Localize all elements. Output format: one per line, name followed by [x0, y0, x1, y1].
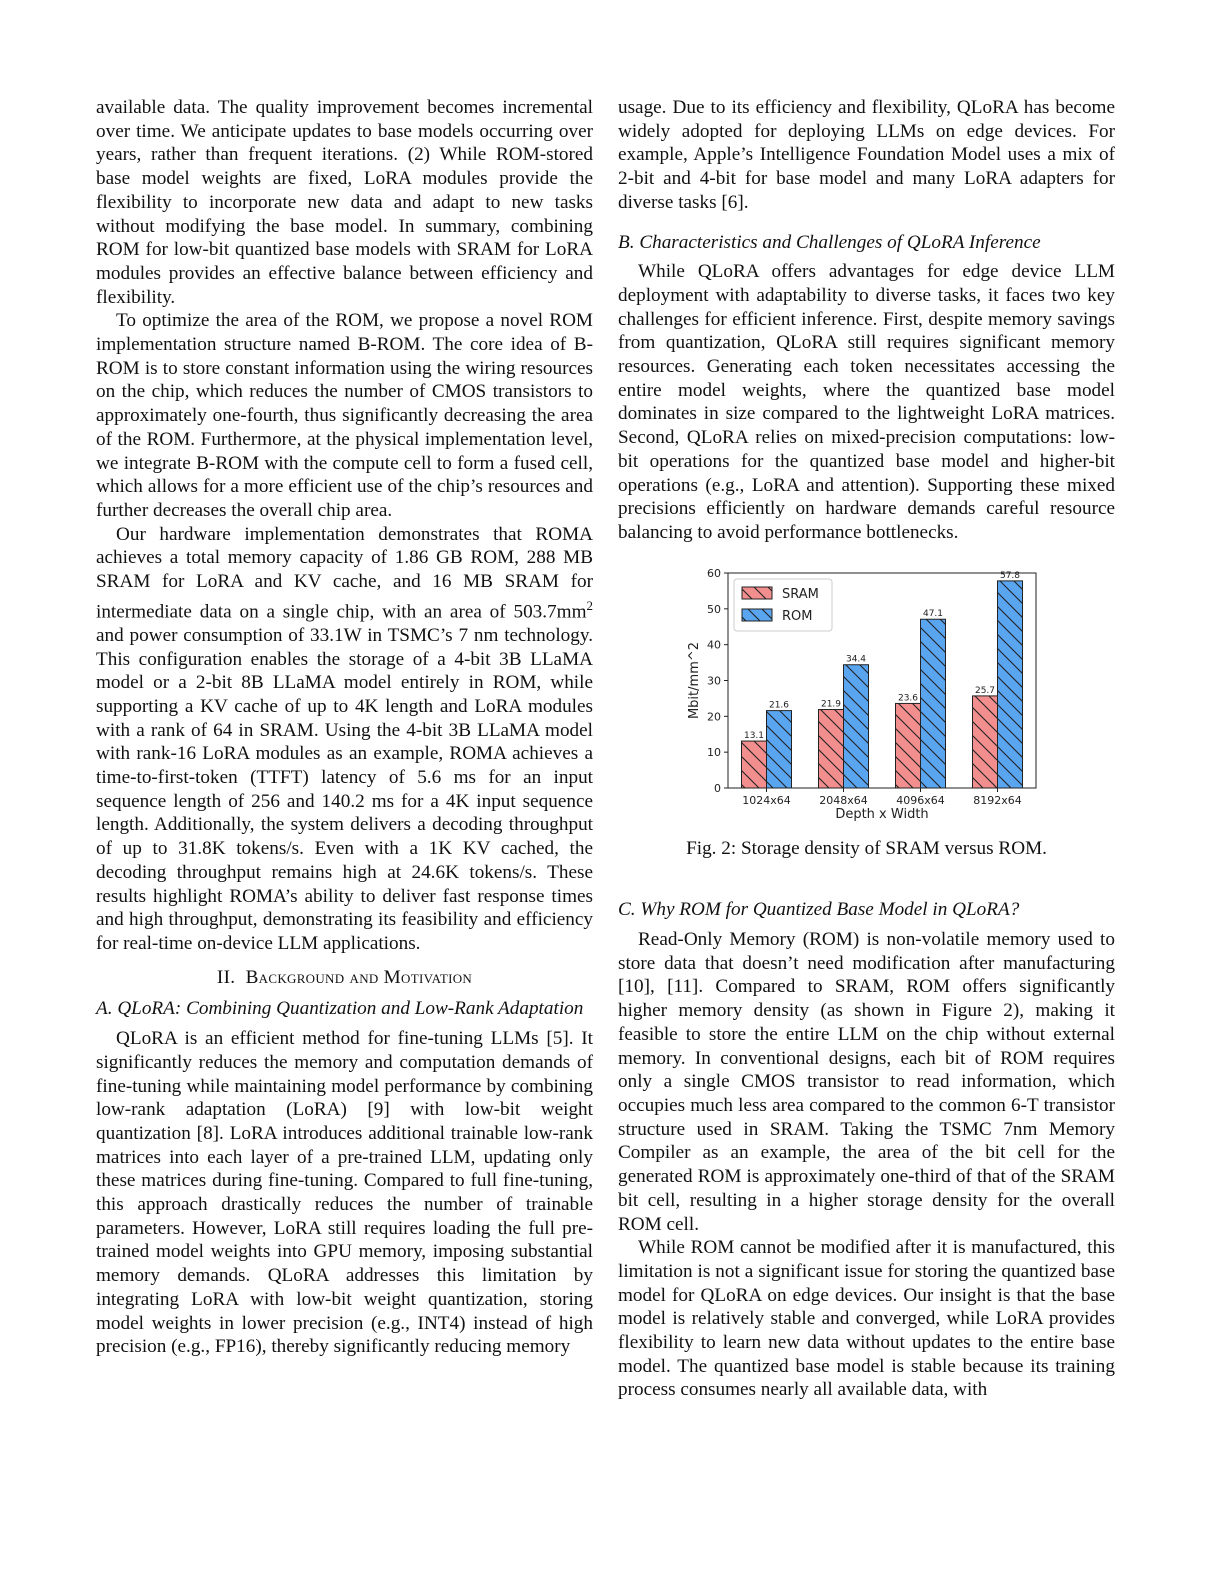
- bar-sram: [896, 703, 921, 788]
- paragraph: QLoRA is an efficient method for fine-tuning LLMs [5]. It significantly reduces the memory and computation demands of fine-tuning while maintaining model performance by combining low-rank adaptation (LoRA) [9] with low-bit weight quantization [8]. LoRA introduces additional trainable low-rank matrices into each layer of a pre-trained LLM, updating only these matrices during fine-tuning. Compared to full fine-tuning, this approach drastically reduces the number of trainable parameters. However, LoRA still requires loading the full pre-trained model weights into GPU memory, imposing substantial memory demands. QLoRA addresses this limitation by integrating LoRA with low-bit weight quantization, storing model weights in lower precision (e.g., INT4) instead of high precision (e.g., FP16), thereby significantly reducing memory: [96, 1028, 593, 1358]
- bar-rom: [921, 619, 946, 788]
- paragraph: usage. Due to its efficiency and flexibility, QLoRA has become widely adopted for deploying LLMs on edge devices. For example, Apple’s Intelligence Foundation Model uses a mix of 2-bit and 4-bit for base model and many LoRA adapters for diverse tasks [6].: [618, 97, 1115, 213]
- figure-2: [618, 563, 1115, 893]
- legend: [734, 579, 832, 631]
- legend-swatch: [742, 609, 772, 621]
- superscript: 2: [586, 597, 593, 613]
- data-label: 21.9: [820, 699, 842, 710]
- y-axis-label: Mbit/mm^2: [687, 641, 702, 719]
- bar-sram: [742, 741, 767, 788]
- x-tick-label: 2048x64: [819, 793, 868, 807]
- bar-rom: [844, 664, 869, 787]
- subsection-heading: A. QLoRA: Combining Quantization and Low-Rank Adaptation: [96, 998, 584, 1020]
- paragraph: While QLoRA offers advantages for edge device LLM deployment with adaptability to diverse tasks, it faces two key challenges for efficient inference. First, despite memory savings from quantization, QLoRA still requires significant memory resources. Generating each token necessitates accessing the entire model weights, where the quantized base model dominates in size compared to the lightweight LoRA matrices. Second, QLoRA relies on mixed-precision computations: low-bit operations for the quantized base model and higher-bit operations (e.g., LoRA and attention). Supporting these mixed precisions efficiently on hardware demands careful resource balancing to avoid performance bottlenecks.: [618, 261, 1115, 543]
- y-tick-label: 40: [707, 638, 721, 652]
- data-label: 13.1: [743, 730, 765, 741]
- paragraph-text: and power consumption of 33.1W in TSMC’s 7 nm technology. This configuration enables the storage of a 4-bit 3B LLaMA model or a 2-bit 8B LLaMA model entirely in ROM, while supporting a KV cache of up to 4K length and LoRA modules with a rank of 64 in SRAM. Using the 4-bit 3B LLaMA model with rank-16 LoRA modules as an example, ROMA achieves a time-to-first-token (TTFT) latency of 5.6 ms for an input sequence length of 256 and 140.2 ms for a 4K input sequence length. Additionally, the system delivers a decoding throughput of up to 31.8K tokens/s. Even with a 1K KV cached, the decoding throughput remains high at 24.6K tokens/s. These results highlight ROMA’s ability to deliver fast response times and high throughput, demonstrating its feasibility and efficiency for real-time on-device LLM applications.: [96, 624, 593, 954]
- paragraph: Read-Only Memory (ROM) is non-volatile memory used to store data that doesn’t need modification after manufacturing [10], [11]. Compared to SRAM, ROM offers significantly higher memory density (as shown in Figure 2), making it feasible to store the entire LLM on the chip without external memory. In conventional designs, each bit of ROM requires only a single CMOS transistor to read information, which occupies much less area compared to the common 6-T transistor structure used in SRAM. Taking the TSMC 7nm Memory Compiler as an example, the area of the bit cell for the generated ROM is approximately one-third of that of the SRAM bit cell, resulting in a higher storage density for the overall ROM cell.: [618, 929, 1115, 1235]
- y-tick-label: 30: [707, 674, 721, 688]
- subsection-heading: B. Characteristics and Challenges of QLoRA Inference: [618, 231, 1041, 253]
- y-tick-label: 10: [707, 745, 721, 759]
- x-tick-label: 4096x64: [896, 793, 945, 807]
- legend-label: ROM: [782, 608, 813, 624]
- x-axis-label: Depth x Width: [835, 806, 929, 822]
- paragraph-text: Our hardware implementation demonstrates that ROMA achieves a total memory capacity of 1.86 GB ROM, 288 MB SRAM for LoRA and KV cache, and 16 MB SRAM for intermediate data on a single chip, with an area of 503.7mm: [96, 523, 593, 623]
- paragraph: available data. The quality improvement becomes incremental over time. We anticipate updates to base models occurring over years, rather than frequent iterations. (2) While ROM-stored base model weights are fixed, LoRA modules provide the flexibility to incorporate new data and adapt to new tasks without modifying the base model. In summary, combining ROM for low-bit quantized base models with SRAM for LoRA modules provides an effective balance between efficiency and flexibility.: [96, 97, 593, 308]
- y-tick-label: 60: [707, 566, 721, 580]
- storage-density-chart: [618, 563, 1115, 833]
- data-label: 21.6: [768, 700, 790, 711]
- legend-swatch: [742, 587, 772, 599]
- data-label: 47.1: [922, 608, 944, 619]
- section-number: II.: [216, 966, 236, 988]
- paragraph: While ROM cannot be modified after it is manufactured, this limitation is not a significant issue for storing the quantized base model for QLoRA on edge devices. Our insight is that the base model is relatively stable and converged, while LoRA provides flexibility to learn new data without updates to the entire base model. The quantized base model is stable because its training process consumes nearly all available data, with: [618, 1237, 1115, 1401]
- left-column: [96, 96, 593, 1359]
- paragraph: [96, 523, 593, 956]
- paragraph: To optimize the area of the ROM, we propose a novel ROM implementation structure named B-ROM. The core idea of B-ROM is to store constant information using the wiring resources on the chip, which reduces the number of CMOS transistors to approximately one-fourth, thus significantly decreasing the area of the ROM. Furthermore, at the physical implementation level, we integrate B-ROM with the compute cell to form a fused cell, which allows for a more efficient use of the chip’s resources and further decreases the overall chip area.: [96, 310, 593, 521]
- section-heading: [96, 966, 593, 990]
- bar-sram: [973, 696, 998, 788]
- bar-rom: [767, 710, 792, 787]
- x-tick-label: 8192x64: [973, 793, 1022, 807]
- bar-sram: [819, 709, 844, 787]
- data-label: 34.4: [845, 654, 867, 665]
- data-label: 23.6: [897, 693, 919, 704]
- section-title: Background and Motivation: [245, 966, 473, 988]
- legend-label: SRAM: [782, 586, 819, 602]
- y-tick-label: 50: [707, 602, 721, 616]
- data-label: 57.8: [999, 570, 1021, 581]
- bar-rom: [998, 581, 1023, 788]
- data-label: 25.7: [974, 685, 996, 696]
- y-tick-label: 20: [707, 709, 721, 723]
- right-column: [618, 96, 1115, 1402]
- y-tick-label: 0: [714, 781, 721, 795]
- x-tick-label: 1024x64: [742, 793, 791, 807]
- subsection-heading: C. Why ROM for Quantized Base Model in QLoRA?: [618, 899, 1020, 921]
- figure-caption: Fig. 2: Storage density of SRAM versus ROM.: [686, 837, 1047, 859]
